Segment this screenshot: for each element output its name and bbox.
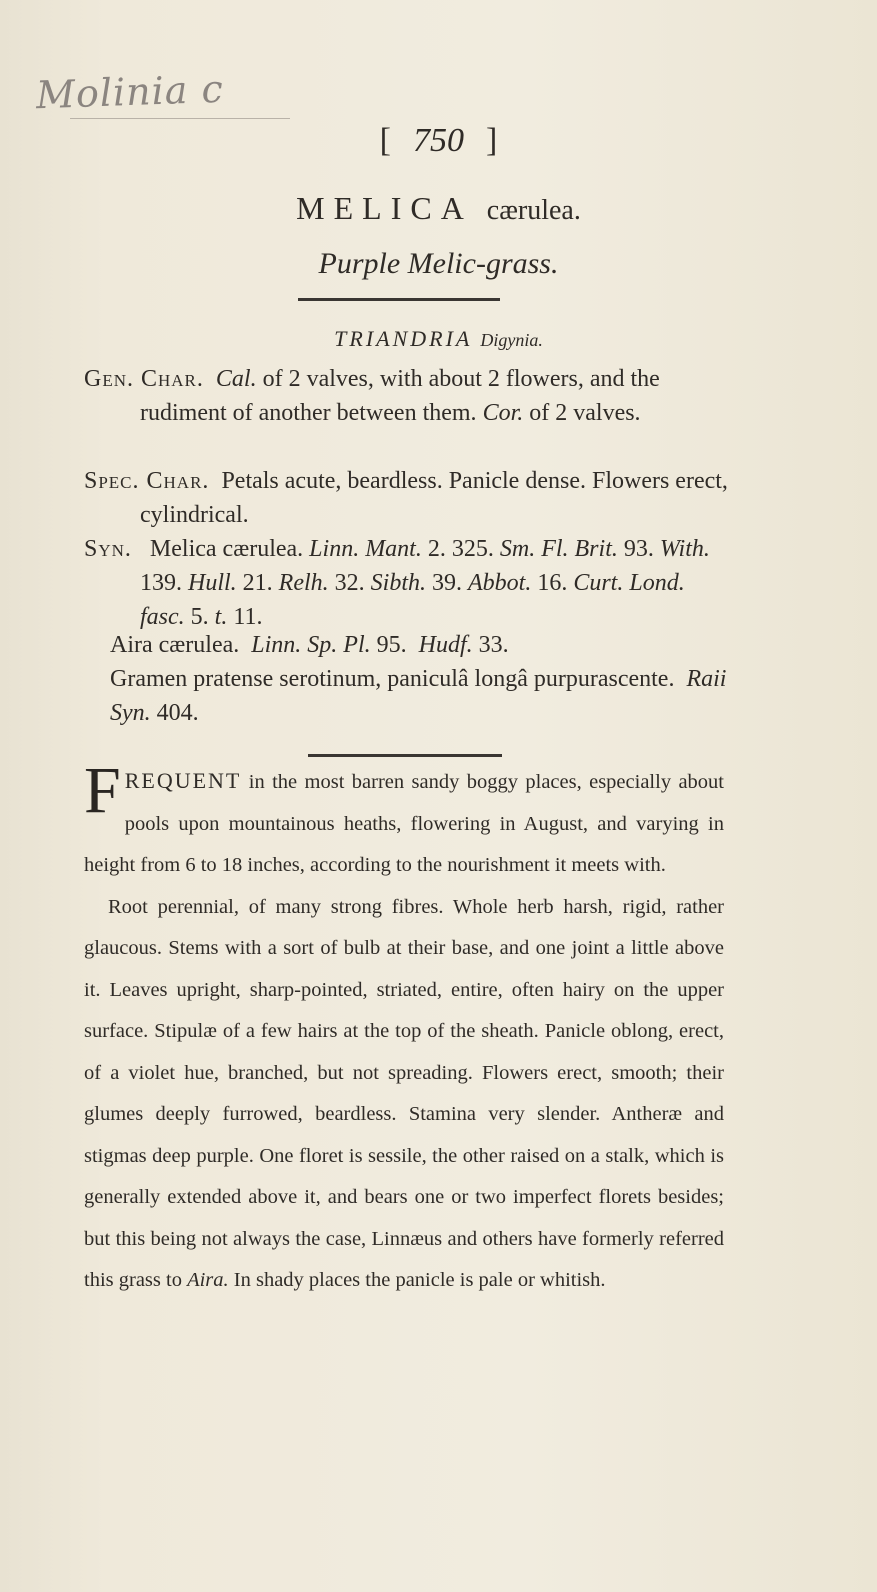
spec-char-label: Spec. Char. [84,468,210,494]
syn-ref-with: With. [659,536,710,562]
syn-gramen-name: Gramen pratense serotinum, paniculâ longâ purpurascente. [110,666,675,692]
left-bracket: [ [379,122,391,159]
syn-ref-relh: Relh. [278,570,329,596]
syn-ref-sibth: Sibth. [370,570,426,596]
syn-ref-abbot: Abbot. [468,570,532,596]
annotation-underline [70,118,290,119]
syn-aira-ref-hudf: Hudf. [418,632,473,658]
paragraph-1-text: in the most barren sandy boggy places, especially about pools upon mountainous heaths, flowering in August, and varying in height from 6 to 18 inches, according to the nourishment it meets with. [84,771,724,876]
syn-ref-linn-mant-page: 2. 325. [427,536,494,562]
description-paragraph-1 [84,754,724,887]
synonyms [84,532,734,634]
plate-number [0,122,877,160]
syn-ref-curt-lond-t: t. [214,604,228,630]
handwritten-annotation: Molinia c [35,66,225,118]
syn-aira-ref-hudf-page: 33. [478,632,509,658]
generic-character [84,362,734,430]
syn-aira-ref-linn-page: 95. [376,632,407,658]
middle-divider [308,754,502,757]
gen-char-label: Gen. Char. [84,366,204,392]
syn-ref-hull: Hull. [188,570,237,596]
syn-ref-relh-page: 32. [334,570,365,596]
description-body [84,754,724,1302]
paragraph-2-end: In shady places the panicle is pale or whitish. [233,1269,606,1291]
description-paragraph-2 [84,887,724,1302]
gen-char-text: of 2 valves, with about 2 flowers, and the rudiment of another between them. [140,366,660,426]
syn-ref-abbot-page: 16. [537,570,568,596]
common-name: Purple Melic-grass. [318,247,559,280]
lead-word: REQUENT [124,768,242,793]
species-epithet: cærulea. [486,195,581,226]
right-bracket: ] [486,122,498,159]
genus-name: MELICA [296,190,473,226]
syn-ref-hull-page: 21. [242,570,273,596]
syn-ref-linn-mant: Linn. Mant. [309,536,422,562]
syn-gramen-ref-raii-page: 404. [156,700,199,726]
specific-character [84,464,734,532]
syn-name: Melica cærulea. [149,536,304,562]
gen-char-cor: Cor. [482,400,524,426]
gen-char-cal: Cal. [215,366,257,392]
syn-ref-curt-lond-fasc: 5. [190,604,209,630]
syn-aira-name: Aira cærulea. [110,632,240,658]
syn-aira-ref-linn: Linn. Sp. Pl. [251,632,371,658]
spec-char-text: Petals acute, beardless. Panicle dense. Flowers erect, cylindrical. [140,468,728,528]
syn-ref-curt-lond-plate: 11. [233,604,263,630]
syn-ref-sm-fl-brit-page: 93. [623,536,654,562]
syn-ref-sm-fl-brit: Sm. Fl. Brit. [499,536,618,562]
gen-char-text-end: of 2 valves. [529,400,641,426]
syn-ref-sibth-page: 39. [432,570,462,596]
species-title [0,190,877,227]
drop-cap: F [84,754,121,827]
paragraph-2-aira: Aira. [187,1269,229,1291]
syn-label: Syn. [84,536,132,562]
synonym-gramen [110,662,730,730]
top-divider [298,298,500,301]
order-name: Digynia. [480,330,543,350]
syn-ref-with-page: 139. [140,570,182,596]
linnaean-classification [0,326,877,352]
synonym-aira [110,628,730,662]
syn-gramen-ref-raii: Raii Syn. [110,666,727,726]
class-name: TRIANDRIA [334,326,473,351]
syn-ref-curt-lond: Curt. Lond. fasc. [140,570,685,630]
plate-number-value: 750 [413,122,464,159]
paragraph-2-text: Root perennial, of many strong fibres. Whole herb harsh, rigid, rather glaucous. Stems with a sort of bulb at their base, and one joint a little above it. Leaves upright, sharp-pointed, striated, entire, often hairy on the upper surface. Stipulæ of a few hairs at the top of the sheath. Panicle oblong, erect, of a violet hue, branched, but not spreading. Flowers erect, smooth; their glumes deeply furrowed, beardless. Stamina very slender. Antheræ and stigmas deep purple. One floret is sessile, the other raised on a stalk, which is generally extended above it, and bears one or two imperfect florets besides; but this being not always the case, Linnæus and others have formerly referred this grass to [84,895,724,1291]
